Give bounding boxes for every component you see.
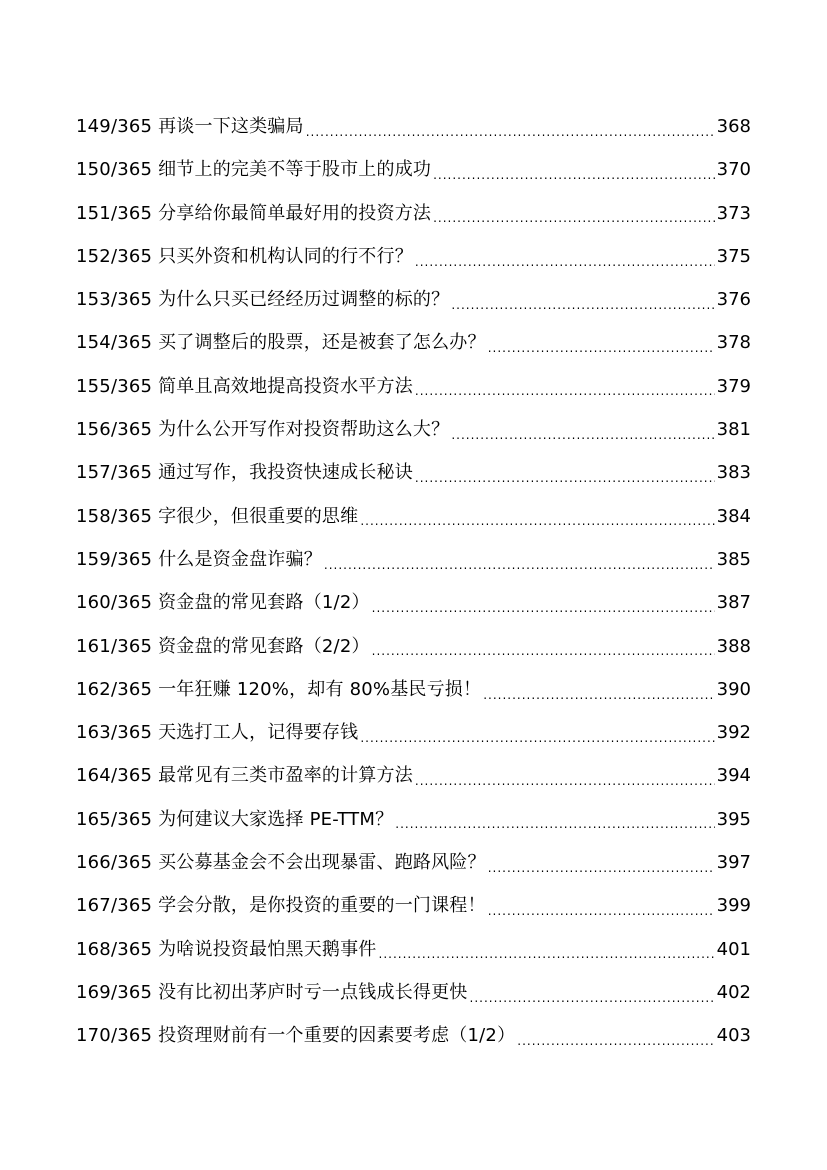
toc-entry-title: 166/365 买公募基金会不会出现暴雷、跑路风险？ — [76, 852, 486, 874]
toc-entry-page-number: 388 — [716, 635, 751, 657]
toc-entry-title: 163/365 天选打工人，记得要存钱 — [76, 722, 359, 744]
toc-entry-page-number: 370 — [716, 159, 751, 181]
toc-entry-page-number: 399 — [716, 895, 751, 917]
dot-leader — [395, 818, 714, 830]
toc-entry-title: 167/365 学会分散，是你投资的重要的一门课程！ — [76, 895, 486, 917]
toc-entry[interactable] — [76, 321, 751, 364]
toc-entry-page-number: 383 — [716, 462, 751, 484]
toc-entry-title: 151/365 分享给你最简单最好用的投资方法 — [76, 202, 432, 224]
toc-entry-title: 155/365 简单且高效地提高投资水平方法 — [76, 375, 413, 397]
toc-entry-page-number: 401 — [716, 938, 751, 960]
toc-entry-title: 149/365 再谈一下这类骗局 — [76, 116, 304, 137]
toc-entry-title: 162/365 一年狂赚 120%，却有 80%基民亏损！ — [76, 678, 482, 700]
toc-entry-title: 165/365 为何建议大家选择 PE-TTM？ — [76, 808, 394, 830]
dot-leader — [433, 169, 715, 181]
dot-leader — [372, 602, 715, 614]
dot-leader — [415, 775, 715, 787]
dot-leader — [324, 559, 715, 571]
toc-entry[interactable] — [76, 105, 751, 148]
toc-entry-title: 156/365 为什么公开写作对投资帮助这么大？ — [76, 419, 450, 441]
dot-leader — [415, 385, 715, 397]
toc-entry-title: 152/365 只买外资和机构认同的行不行？ — [76, 245, 413, 267]
toc-entry-title: 158/365 字很少，但很重要的思维 — [76, 505, 359, 527]
toc-entry-title: 160/365 资金盘的常见套路（1/2） — [76, 592, 370, 614]
toc-entry[interactable] — [76, 408, 751, 451]
toc-entry[interactable] — [76, 625, 751, 668]
toc-entry-page-number: 368 — [716, 116, 751, 137]
dot-leader — [517, 1035, 714, 1047]
toc-entry-page-number: 373 — [716, 202, 751, 224]
toc-entry-title: 157/365 通过写作，我投资快速成长秘诀 — [76, 462, 413, 484]
toc-entry-title: 150/365 细节上的完美不等于股市上的成功 — [76, 159, 432, 181]
toc-entry-title: 159/365 什么是资金盘诈骗？ — [76, 548, 322, 570]
toc-entry[interactable] — [76, 581, 751, 624]
toc-entry-page-number: 378 — [716, 332, 751, 354]
toc-entry[interactable] — [76, 1014, 751, 1057]
table-of-contents — [76, 105, 751, 1058]
toc-entry-page-number: 402 — [716, 981, 751, 1003]
toc-entry-title: 161/365 资金盘的常见套路（2/2） — [76, 635, 370, 657]
toc-entry-title: 154/365 买了调整后的股票，还是被套了怎么办？ — [76, 332, 486, 354]
toc-entry-page-number: 379 — [716, 375, 751, 397]
toc-entry-page-number: 376 — [716, 289, 751, 311]
toc-entry-title: 169/365 没有比初出茅庐时亏一点钱成长得更快 — [76, 981, 468, 1003]
toc-entry-title: 168/365 为啥说投资最怕黑天鹅事件 — [76, 938, 377, 960]
toc-entry[interactable] — [76, 278, 751, 321]
toc-entry[interactable] — [76, 711, 751, 754]
toc-entry-page-number: 381 — [716, 419, 751, 441]
dot-leader — [451, 429, 714, 441]
dot-leader — [451, 299, 714, 311]
toc-entry[interactable] — [76, 192, 751, 235]
dot-leader — [372, 645, 715, 657]
toc-entry[interactable] — [76, 754, 751, 797]
dot-leader — [306, 126, 715, 138]
toc-entry-title: 153/365 为什么只买已经经历过调整的标的？ — [76, 289, 450, 311]
toc-entry[interactable] — [76, 235, 751, 278]
dot-leader — [415, 256, 715, 268]
toc-entry[interactable] — [76, 148, 751, 191]
dot-leader — [488, 905, 715, 917]
toc-entry[interactable] — [76, 668, 751, 711]
toc-entry[interactable] — [76, 538, 751, 581]
toc-entry-page-number: 387 — [716, 592, 751, 614]
dot-leader — [488, 342, 715, 354]
toc-entry[interactable] — [76, 928, 751, 971]
toc-entry[interactable] — [76, 451, 751, 494]
toc-entry-page-number: 403 — [716, 1025, 751, 1047]
dot-leader — [488, 862, 715, 874]
toc-entry-page-number: 397 — [716, 852, 751, 874]
toc-entry[interactable] — [76, 495, 751, 538]
dot-leader — [415, 472, 715, 484]
dot-leader — [433, 212, 715, 224]
toc-entry-page-number: 394 — [716, 765, 751, 787]
toc-entry[interactable] — [76, 971, 751, 1014]
toc-entry-title: 170/365 投资理财前有一个重要的因素要考虑（1/2） — [76, 1025, 516, 1047]
dot-leader — [470, 992, 715, 1004]
dot-leader — [360, 515, 714, 527]
dot-leader — [360, 732, 714, 744]
toc-entry[interactable] — [76, 841, 751, 884]
toc-entry[interactable] — [76, 884, 751, 927]
dot-leader — [483, 689, 714, 701]
toc-entry[interactable] — [76, 798, 751, 841]
dot-leader — [379, 948, 715, 960]
toc-entry-page-number: 384 — [716, 505, 751, 527]
toc-entry-page-number: 390 — [716, 678, 751, 700]
toc-entry-page-number: 375 — [716, 245, 751, 267]
toc-entry-title: 164/365 最常见有三类市盈率的计算方法 — [76, 765, 413, 787]
toc-entry-page-number: 395 — [716, 808, 751, 830]
toc-entry-page-number: 385 — [716, 548, 751, 570]
toc-entry-page-number: 392 — [716, 722, 751, 744]
toc-entry[interactable] — [76, 365, 751, 408]
